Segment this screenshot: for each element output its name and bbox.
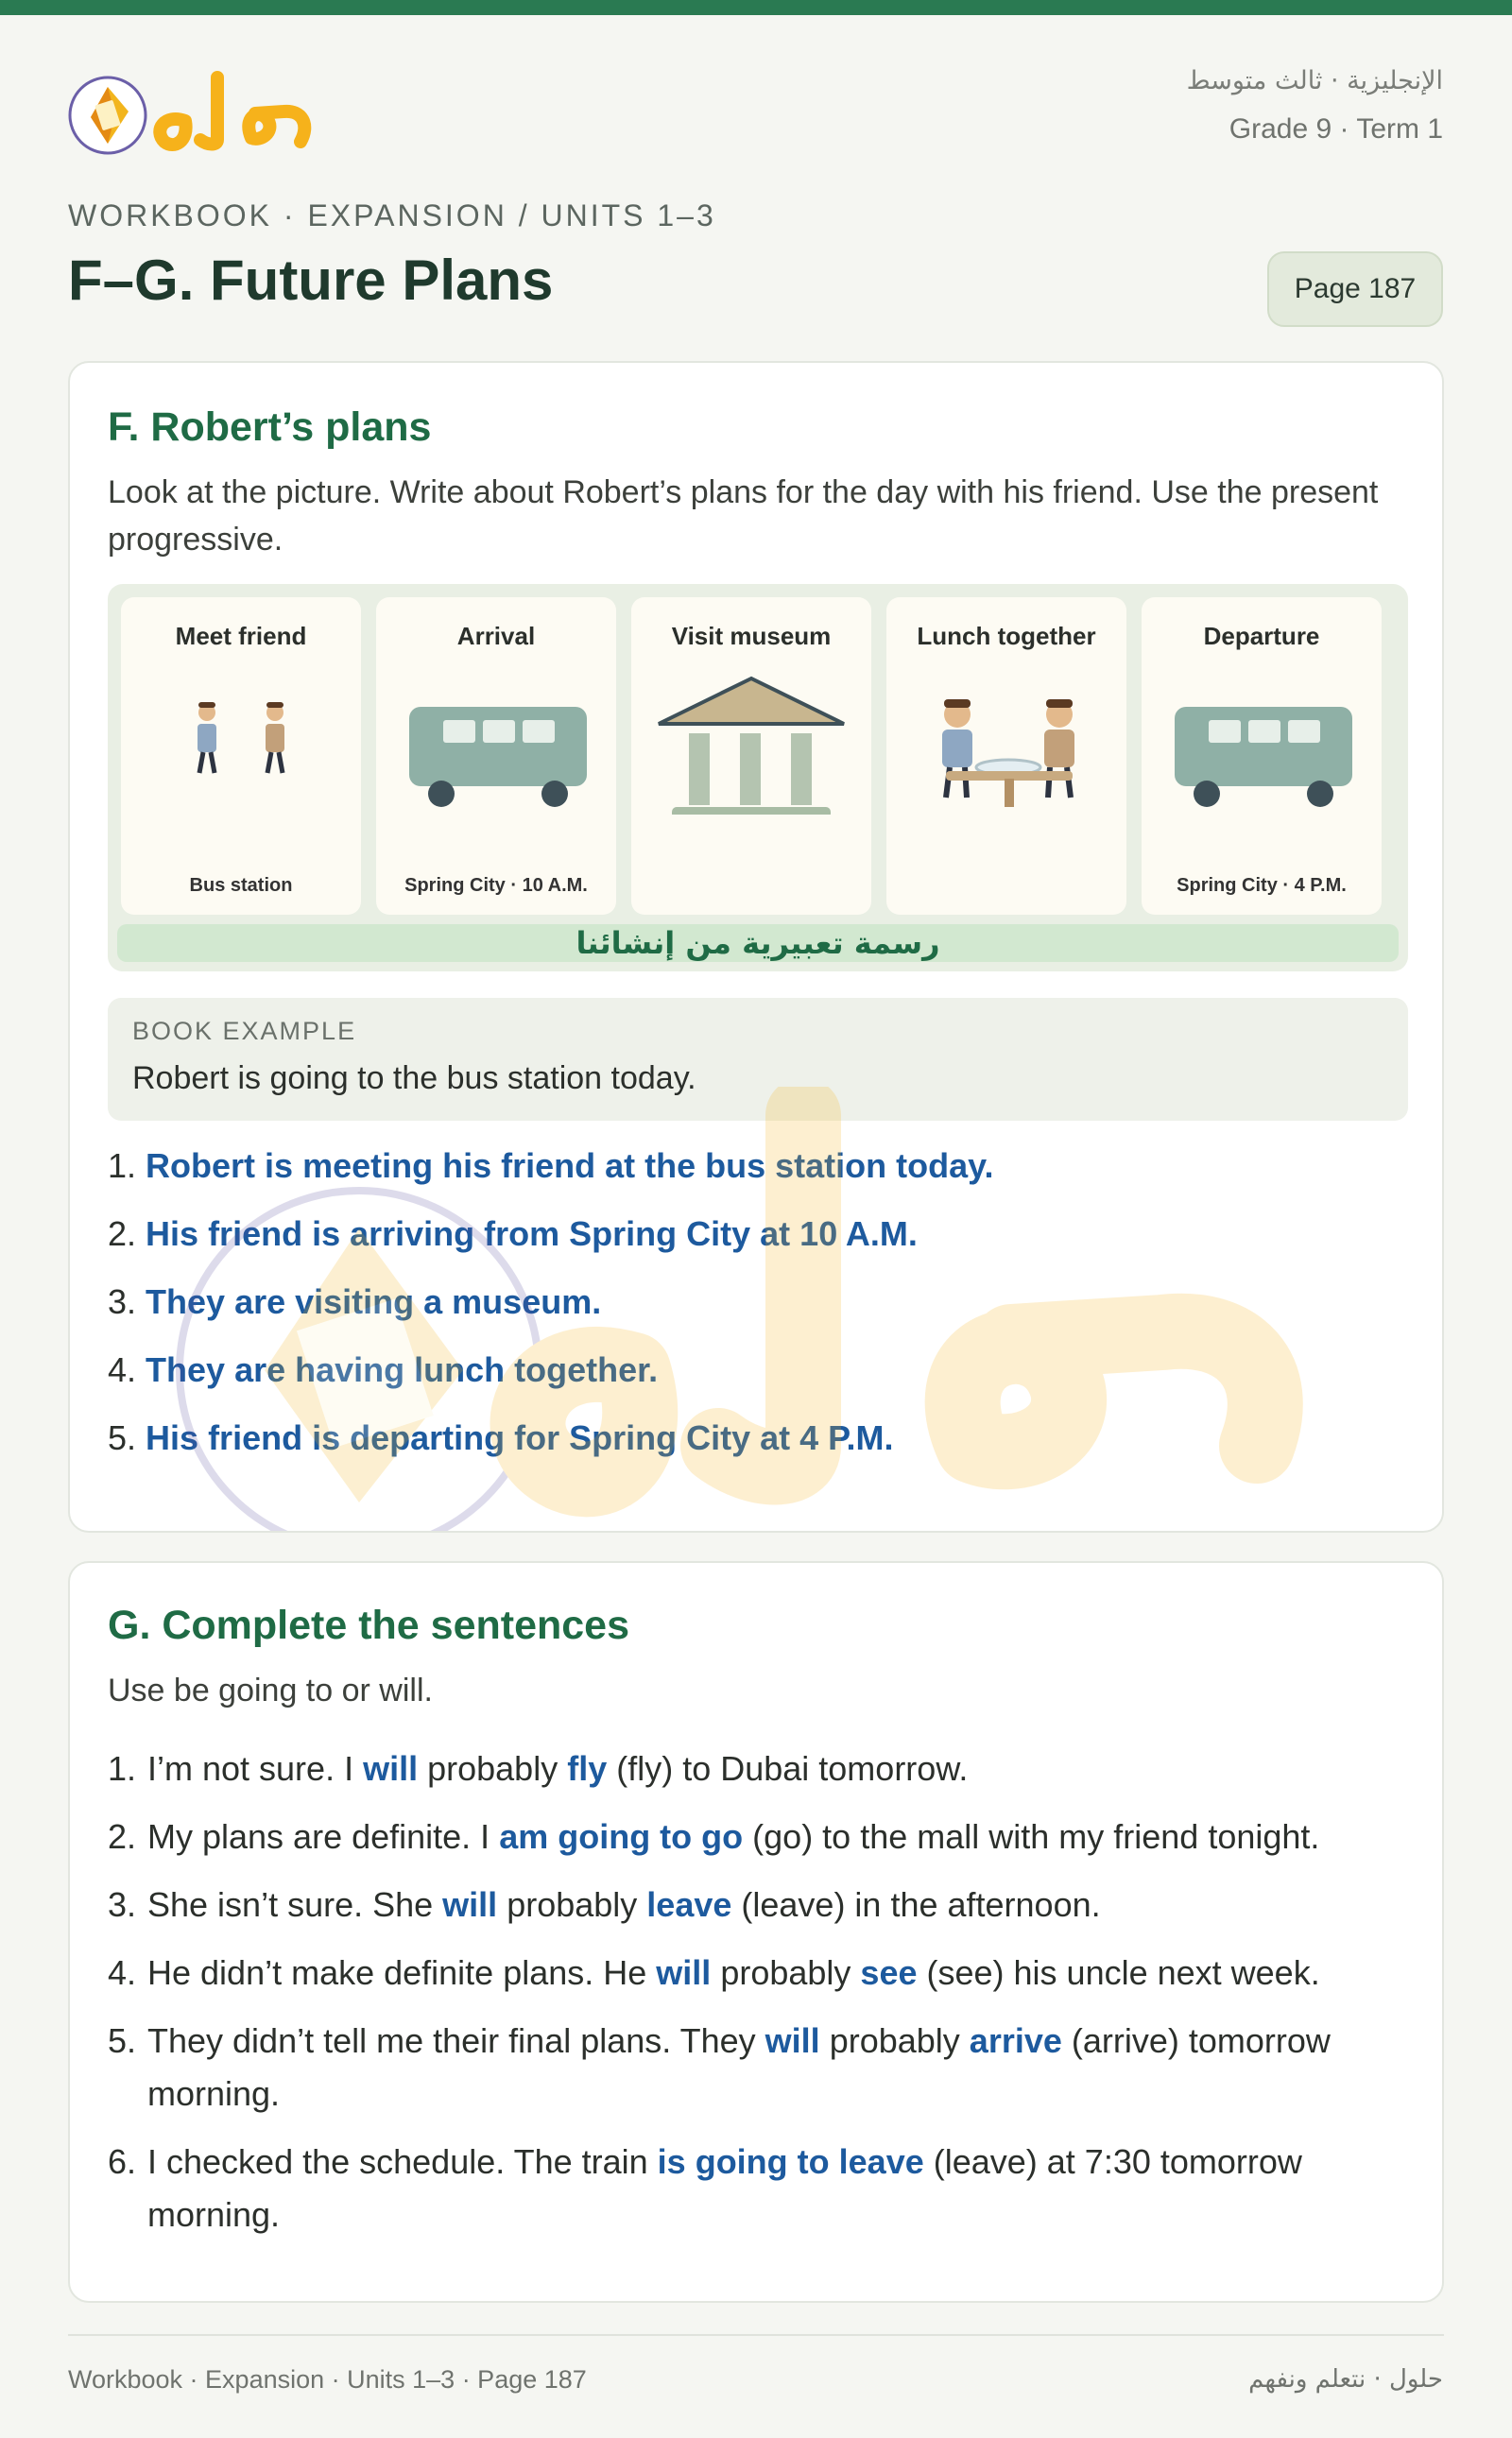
filled-answer: fly [567,1749,608,1788]
filled-answer: leave [646,1885,732,1924]
panel-caption: Spring City · 10 A.M. [404,875,588,896]
book-example-box [108,998,1408,1121]
filled-answer: will [765,2021,820,2060]
footer-reference: Workbook · Expansion · Units 1–3 · Page 187 [68,2365,587,2394]
section-g-card [68,1561,1444,2303]
example-text: Robert is going to the bus station today. [132,1060,696,1096]
bus-icon [1158,673,1366,815]
sentence-part: She isn’t sure. She [147,1885,443,1924]
picture-strip [108,584,1408,971]
item-number: 3. [108,1282,137,1321]
sentence-part: (see) his uncle next week. [917,1953,1320,1992]
footer-divider [68,2334,1444,2336]
page-title: F–G. Future Plans [68,249,554,312]
item-number: 1. [108,1749,137,1788]
sentence-part: They didn’t tell me their final plans. They [147,2021,765,2060]
list-item [108,1348,1412,1416]
panel-visit-museum [631,597,871,915]
item-number: 1. [108,1146,137,1185]
page-number-badge: Page 187 [1267,251,1443,327]
filled-answer: is going to leave [657,2142,924,2181]
filled-answer: will [656,1953,712,1992]
list-item [108,1211,1412,1279]
sentence-part: (leave) in the afternoon. [731,1885,1101,1924]
grade-term: Grade 9 · Term 1 [1228,113,1443,145]
sentence-part: probably [819,2021,970,2060]
item-number: 3. [108,1885,137,1924]
top-accent-bar [0,0,1512,15]
list-item [108,1743,1412,1795]
panel-meet-friend [121,597,361,915]
section-f-title: F. Robert’s plans [108,404,432,450]
footer-brand: حلول · نتعلم ونفهم [1248,2365,1443,2394]
filled-answer: see [860,1953,918,1992]
list-item [108,1811,1412,1863]
list-item [108,1879,1412,1932]
sentence-part: I’m not sure. I [147,1749,364,1788]
section-g-title: G. Complete the sentences [108,1603,629,1648]
subject-arabic: الإنجليزية · ثالث متوسط [1186,66,1443,95]
list-item [108,1143,1412,1211]
panel-lunch-together [886,597,1126,915]
item-number: 6. [108,2142,137,2181]
two-people-icon [137,673,345,815]
answer-text: Robert is meeting his friend at the bus station today. [146,1146,994,1185]
filled-answer: arrive [969,2021,1062,2060]
panel-departure [1142,597,1382,915]
list-item [108,2015,1412,2120]
item-number: 2. [108,1214,137,1253]
answer-text: They are having lunch together. [146,1350,659,1389]
list-item [108,2136,1412,2241]
panel-caption: Bus station [189,875,293,896]
sentence-part: (arrive) tomorrow morning. [147,2021,1331,2113]
sentence-part: probably [418,1749,568,1788]
list-item [108,1947,1412,2000]
lunch-table-icon [902,673,1110,815]
filled-answer: will [442,1885,498,1924]
panel-caption: Spring City · 4 P.M. [1177,875,1347,896]
section-g-instruction: Use be going to or will. [108,1673,433,1708]
sentence-part: (fly) to Dubai tomorrow. [607,1749,969,1788]
sentences-list [108,1743,1412,2257]
panel-title: Arrival [456,622,536,650]
panel-arrival [376,597,616,915]
bus-icon [392,673,600,815]
answers-list [108,1143,1412,1484]
item-number: 5. [108,1418,137,1457]
panel-title: Visit museum [671,622,832,650]
filled-answer: will [363,1749,419,1788]
item-number: 5. [108,2021,137,2060]
illustration-note: رسمة تعبيرية من إنشائنا [117,924,1399,962]
breadcrumb: WORKBOOK · EXPANSION / UNITS 1–3 [68,198,716,232]
list-item [108,1416,1412,1484]
panel-title: Meet friend [175,622,307,650]
panel-title: Departure [1203,622,1320,650]
panel-title: Lunch together [917,622,1096,650]
answer-text: His friend is arriving from Spring City at 10 A.M. [146,1214,918,1253]
item-number: 4. [108,1350,137,1389]
section-f-instruction: Look at the picture. Write about Robert’s plans for the day with his friend. Use the present progressive. [108,474,1379,558]
section-f-card [68,361,1444,1533]
museum-icon [647,673,855,815]
item-number: 4. [108,1953,137,1992]
hulul-logo [66,59,321,163]
sentence-part: My plans are definite. I [147,1817,500,1856]
sentence-part: probably [711,1953,861,1992]
sentence-part: (go) to the mall with my friend tonight. [743,1817,1320,1856]
sentence-part: (leave) at 7:30 tomorrow morning. [147,2142,1302,2234]
filled-answer: am going to go [499,1817,744,1856]
sentence-part: I checked the schedule. The train [147,2142,658,2181]
sentence-part: probably [497,1885,647,1924]
answer-text: They are visiting a museum. [146,1282,602,1321]
answer-text: His friend is departing for Spring City at 4 P.M. [146,1418,894,1457]
item-number: 2. [108,1817,137,1856]
example-label: BOOK EXAMPLE [132,1017,357,1045]
list-item [108,1279,1412,1348]
sentence-part: He didn’t make definite plans. He [147,1953,657,1992]
